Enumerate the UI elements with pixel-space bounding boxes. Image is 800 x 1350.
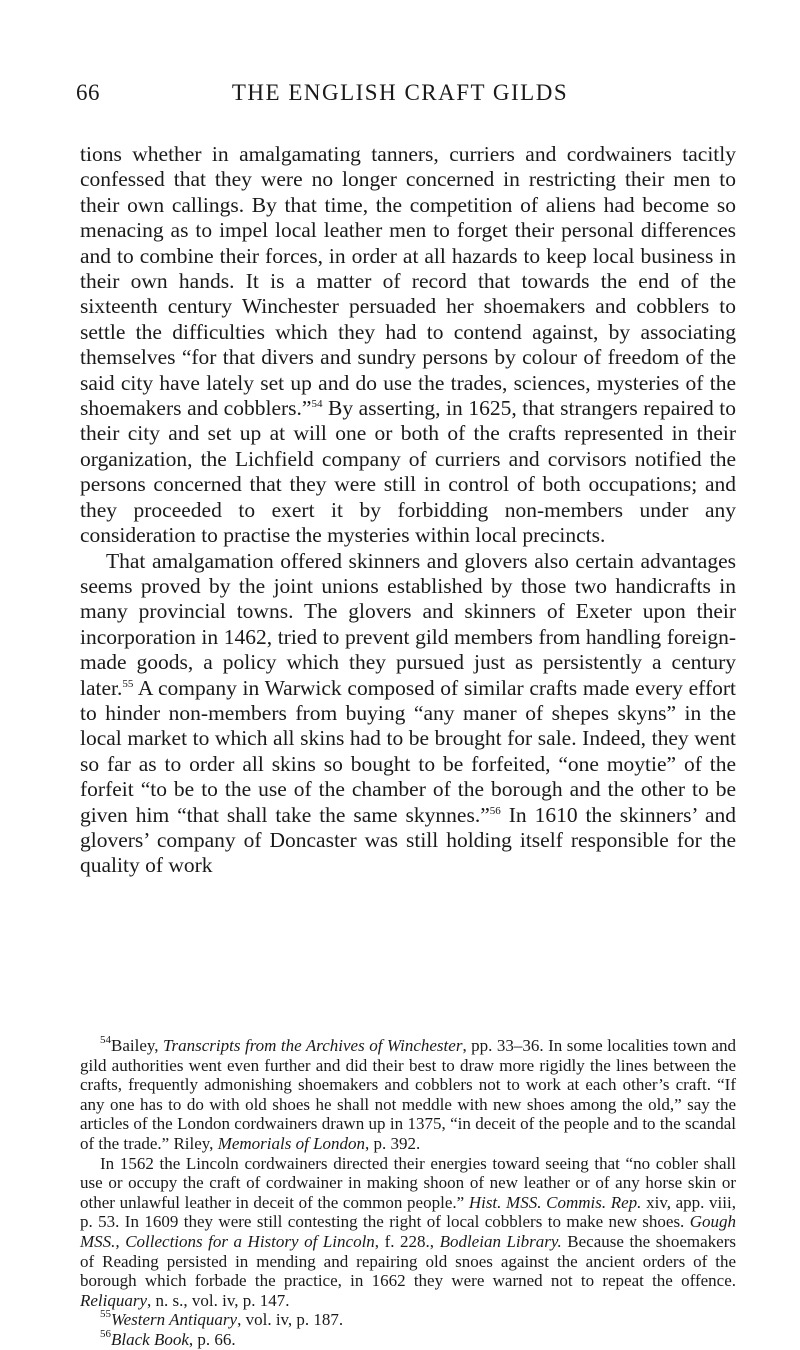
paragraph-1-text-b: By asserting, in 1625, that strangers repaired to their city and set up at will one or both of the crafts represented in their organization, the Lichfield company of curriers and corvisors notified the persons concerned that they were still in control of both occupations; and they proceeded to exert it by forbidding non-members under any consideration to practise the mysteries within local precincts. [80,396,736,548]
footnote-54-cont-text-a: In 1562 the Lincoln cordwainers directed their energies toward seeing that “no cobler shall use or occupy the craft of cordwainer in making shoon of new leather or of any horse skin or other unlawful leather in deceit of the common people.” [80,1153,736,1212]
footnote-54-end: , p. 392. [365,1133,421,1153]
footnote-54-author: Bailey, [111,1036,164,1055]
footnote-54-cont-italic-1: Hist. MSS. Commis. Rep. [468,1192,642,1212]
footnote-55-number: 55 [100,1308,111,1321]
paragraph-2-text-b: A company in Warwick composed of similar crafts made every effort to hinder non-members from buying “any maner of shepes skyns” in the local market to which all skins had to be brought for sale. Indeed, they went so far as to order all skins so bought to be forfeited, “one moytie” of the forfeit “to be to the use of the chamber of the borough and the other to be given him “that shall take the same skynnes.” [80,675,736,827]
footnote-54-cont-italic-4: Reliquary [80,1290,148,1310]
paragraph-1-text-a: tions whether in amalgamating tanners, curriers and cordwainers tacitly confessed that they were no longer concerned in restricting their men to their own callings. By that time, the competition of aliens had become so menacing as to impel local leather men to forget their personal differences and to combine their forces, in order at all hazards to keep local business in their own hands. It is a matter of record that towards the end of the sixteenth century Winchester persuaded her shoemakers and cobblers to settle the difficulties which they had to contend against, by associating themselves “for that divers and sundry persons by colour of freedom of the said city have lately set up and do use the trades, sciences, mysteries of the shoemakers and cobblers.” [80,142,736,421]
footnote-54-cont-text-e: , n. s., vol. iv, p. 147. [147,1290,290,1310]
footnote-55 [80,1310,736,1330]
footnote-54-text: , pp. 33–36. In some localities town and gild authorities went even further and did their best to draw more rigidly the lines between the crafts, frequently admonishing shoemakers and cobblers not to work at each other’s craft. “If any one has to do with old shoes he shall not meddle with new shoes among the old,” say the articles of the London cordwainers drawn up in 1375, “in deceit of the people and to the scandal of the trade.” Riley, [80,1036,736,1153]
footnote-54-cont-italic-2: Gough MSS., Collections for a History of Lincoln [80,1212,736,1251]
paragraph-2-text-c: In 1610 the skinners’ and glovers’ company of Doncaster was still holding itself responsible for the quality of work [80,802,736,878]
footnote-56-title: Black Book [111,1329,189,1349]
footnote-54 [80,1036,736,1154]
footnote-ref-56: 56 [489,804,501,817]
footnotes [80,1036,736,1350]
footnote-54-cont-text-c: , f. 228., [374,1231,440,1251]
footnote-55-text: , vol. iv, p. 187. [237,1310,344,1330]
footnote-54-cont-italic-3: Bodleian Library. [439,1231,562,1251]
paragraph-2-text-a: That amalgamation offered skinners and glovers also certain advantages seems proved by the joint unions established by those two handicrafts in many provincial towns. The glovers and skinners of Exeter upon their incorporation in 1462, tried to prevent gild members from handling foreign-made goods, a policy which they pursued just as persistently a century later. [80,548,736,700]
paragraph-2 [80,549,736,879]
footnote-54-cont-text-d: Because the shoemakers of Reading persisted in mending and repairing old snoes against the ancient orders of the borough which forbade the practice, in 1662 they were warned not to repeat the offence. [80,1231,736,1291]
footnote-54-number: 54 [100,1034,111,1046]
footnote-ref-55: 55 [122,677,134,690]
page-header [0,80,800,116]
paragraph-1 [80,142,736,549]
footnote-54-continued [80,1154,736,1311]
page-number: 66 [76,80,100,105]
footnote-54-title: Transcripts from the Archives of Winchester [163,1036,463,1055]
footnote-55-title: Western Antiquary [111,1310,238,1330]
footnote-54-cont-text-b: xiv, app. viii, p. 53. In 1609 they were still contesting the right of local cobblers to make new shoes. [80,1192,736,1232]
footnote-56 [80,1327,736,1350]
footnote-56-text: , p. 66. [188,1329,236,1349]
footnote-54-title-2: Memorials of London [217,1133,366,1153]
footnote-56-number: 56 [100,1327,111,1340]
footnote-ref-54: 54 [311,398,323,411]
running-head: THE ENGLISH CRAFT GILDS [231,80,569,105]
body-text [80,142,736,879]
